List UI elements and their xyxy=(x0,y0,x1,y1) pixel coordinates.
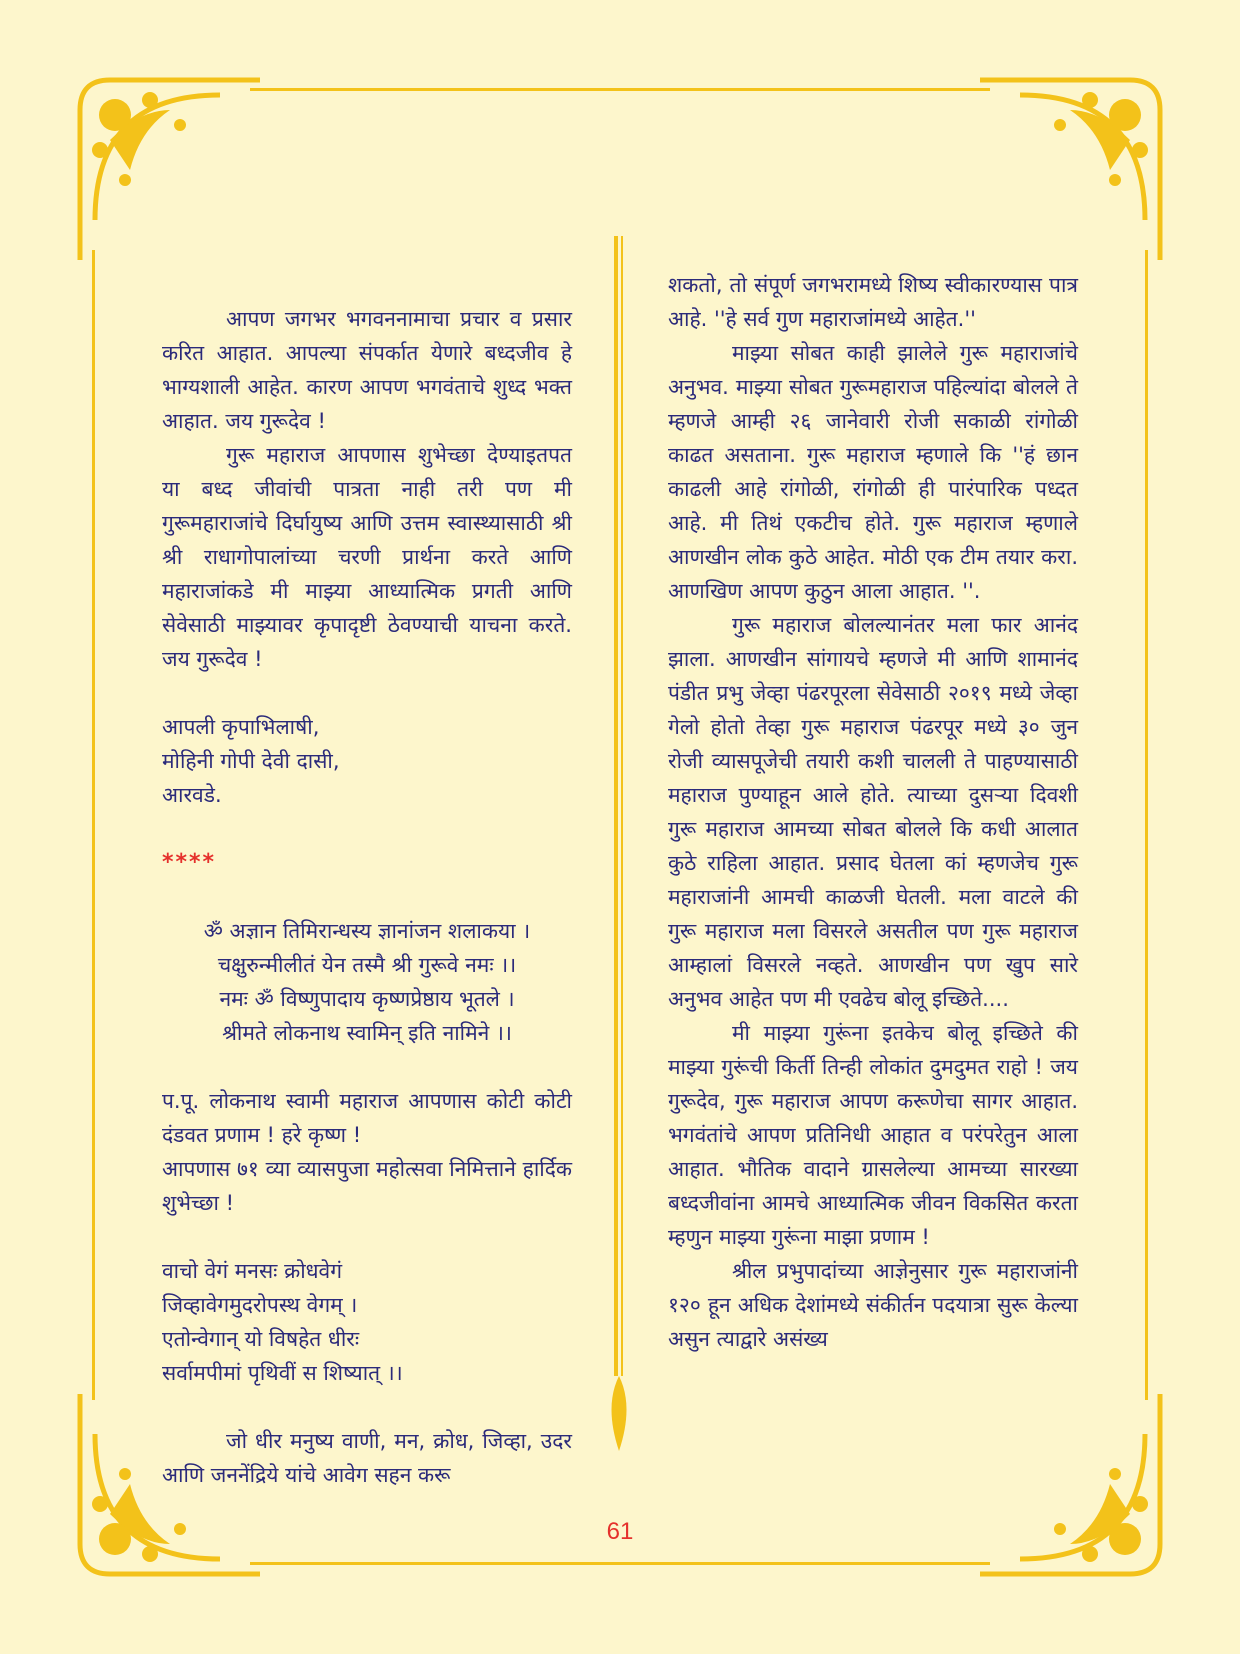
signature-block xyxy=(162,710,572,812)
verse-line: नमः ॐ विष्णुपादाय कृष्णप्रेष्ठाय भूतले । xyxy=(219,987,515,1011)
verse-line: सर्वामपीमां पृथिवीं स शिष्यात् ।। xyxy=(162,1361,403,1385)
left-paragraph-1: आपण जगभर भगवननामाचा प्रचार व प्रसार करित आहात. आपल्या संपर्कात येणारे बध्दजीव हे भाग्यशाली आहेत. कारण आपण भगवंताचे शुध्द भक्त आहात. जय गुरूदेव ! xyxy=(162,307,572,433)
signature-line: आपली कृपाभिलाषी, xyxy=(162,715,320,739)
right-paragraph-4: मी माझ्या गुरूंना इतकेच बोलू इच्छिते की माझ्या गुरूंची किर्ती तिन्ही लोकांत दुमदुमत राहो ! जय गुरूदेव, गुरू महाराज आपण करूणेचा सागर आहात. भगवंतांचे आपण प्रतिनिधी आहात व परंपरेतुन आला आहात. भौतिक वादाने ग्रासलेल्या आमच्या सारख्या बध्दजीवांना आमचे आध्यात्मिक जीवन विकसित करता म्हणुन माझ्या गुरूंना माझा प्रणाम ! xyxy=(668,1021,1078,1249)
left-paragraph-4: आपणास ७१ व्या व्यासपुजा महोत्सवा निमित्ताने हार्दिक शुभेच्छा ! xyxy=(162,1157,572,1215)
verse-block-2 xyxy=(162,1254,572,1390)
corner-ornament-top-left xyxy=(70,70,270,270)
frame-left-line xyxy=(92,250,95,1400)
verse-line: जिव्हावेगमुदरोपस्थ वेगम् । xyxy=(162,1293,358,1317)
signature-line: आरवडे. xyxy=(162,783,222,807)
page-number: 61 xyxy=(606,1518,634,1545)
right-paragraph-5: श्रील प्रभुपादांच्या आज्ञेनुसार गुरू महाराजांनी १२० हून अधिक देशांमध्ये संकीर्तन पदयात्रा सुरू केल्या असुन त्याद्वारे असंख्य xyxy=(668,1259,1078,1351)
left-paragraph-2: गुरू महाराज आपणास शुभेच्छा देण्याइतपत या बध्द जीवांची पात्रता नाही तरी पण मी गुरूमहाराजांचे दिर्घायुष्य आणि उत्तम स्वास्थ्यासाठी श्री श्री राधागोपालांच्या चरणी प्रार्थना करते आणि महाराजांकडे मी माझ्या आध्यात्मिक प्रगती आणि सेवेसाठी माझ्यावर कृपादृष्टी ठेवण्याची याचना करते. जय गुरूदेव ! xyxy=(162,443,572,671)
left-column xyxy=(162,268,572,1492)
verse-line: एतोन्वेगान् यो विषहेत धीरः xyxy=(162,1327,360,1351)
verse-block-1 xyxy=(162,914,572,1050)
verse-line: वाचो वेगं मनसः क्रोधवेगं xyxy=(162,1259,343,1283)
left-paragraph-3: प.पू. लोकनाथ स्वामी महाराज आपणास कोटी कोटी दंडवत प्रणाम ! हरे कृष्ण ! xyxy=(162,1089,572,1147)
section-separator-stars: **** xyxy=(162,850,217,875)
left-paragraph-5: जो धीर मनुष्य वाणी, मन, क्रोध, जिव्हा, उदर आणि जननेंद्रिये यांचे आवेग सहन करू xyxy=(162,1429,572,1487)
frame-top-line xyxy=(250,88,990,91)
verse-line: ॐ अज्ञान तिमिरान्धस्य ज्ञानांजन शलाकया । xyxy=(203,919,531,943)
right-column xyxy=(668,268,1078,1356)
signature-line: मोहिनी गोपी देवी दासी, xyxy=(162,749,340,773)
verse-line: श्रीमते लोकनाथ स्वामिन् इति नामिने ।। xyxy=(222,1021,512,1045)
corner-ornament-top-right xyxy=(970,70,1170,270)
right-paragraph-3: गुरू महाराज बोलल्यानंतर मला फार आनंद झाला. आणखीन सांगायचे म्हणजे मी आणि शामानंद पंडीत प्रभु जेव्हा पंढरपूरला सेवेसाठी २०१९ मध्ये जेव्हा गेलो होतो तेव्हा गुरू महाराज पंढरपूर मध्ये ३० जुन रोजी व्यासपूजेची तयारी कशी चालली ते पाहण्यासाठी महाराज पुण्याहून आले होते. त्याच्या दुसऱ्या दिवशी गुरू महाराज आमच्या सोबत बोलले कि कधी आलात कुठे राहिला आहात. प्रसाद घेतला कां म्हणजेच गुरू महाराजांनी आमची काळजी घेतली. मला वाटले की गुरू महाराज मला विसरले असतील पण गुरू महाराज आम्हालां विसरले नव्हते. आणखीन पण खुप सारे अनुभव आहेत पण मी एवढेच बोलू इच्छिते.... xyxy=(668,613,1078,1011)
right-paragraph-2: माझ्या सोबत काही झालेले गुरू महाराजांचे अनुभव. माझ्या सोबत गुरूमहाराज पहिल्यांदा बोलले ते म्हणजे आम्ही २६ जानेवारी रोजी सकाळी रांगोळी काढत असताना. गुरू महाराज म्हणाले कि ''हं छान काढली आहे रांगोळी, रांगोळी ही पारंपारिक पध्दत आहे. मी तिथं एकटीच होते. गुरू महाराज म्हणाले आणखीन लोक कुठे आहेत. मोठी एक टीम तयार करा. आणखिण आपण कुठुन आला आहात. ''. xyxy=(668,341,1078,603)
frame-right-line xyxy=(1145,250,1148,1400)
verse-line: चक्षुरुन्मीलीतं येन तस्मै श्री गुरूवे नमः ।। xyxy=(217,953,517,977)
corner-ornament-bottom-right xyxy=(970,1384,1170,1584)
right-paragraph-1: शकतो, तो संपूर्ण जगभरामध्ये शिष्य स्वीकारण्यास पात्र आहे. ''हे सर्व गुण महाराजांमध्ये आहेत.'' xyxy=(668,273,1078,331)
column-divider xyxy=(604,236,634,1456)
frame-bottom-line xyxy=(250,1562,990,1565)
